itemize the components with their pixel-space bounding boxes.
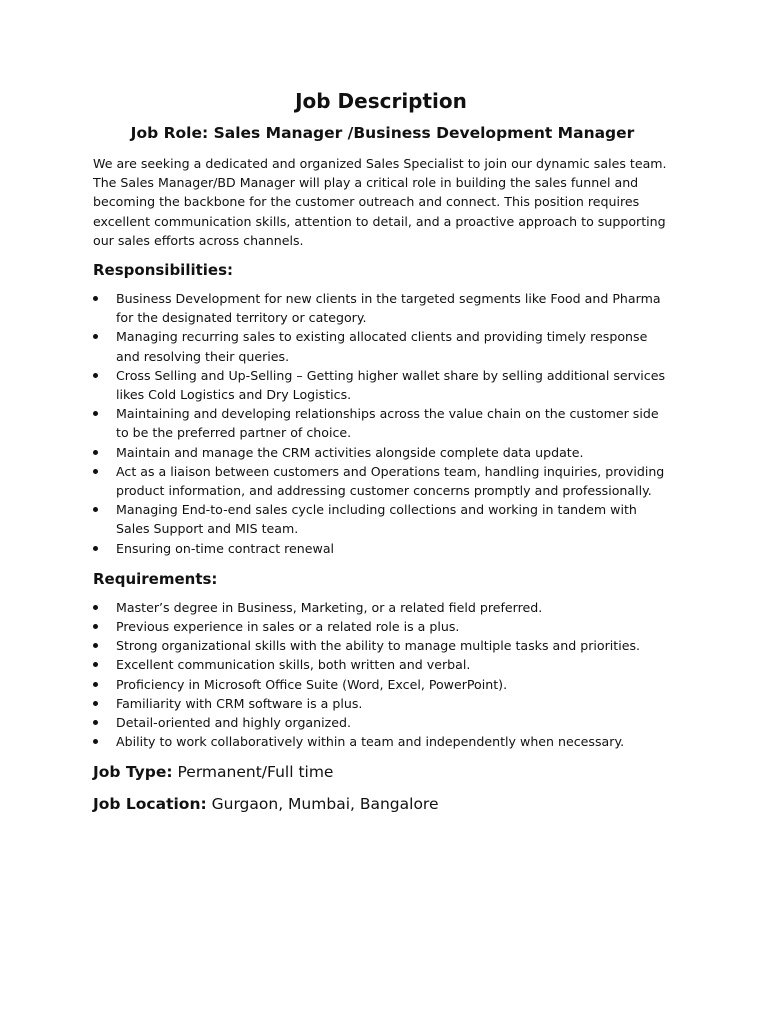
bullet-icon (93, 643, 98, 648)
list-item-text: Detail-oriented and highly organized. (116, 715, 351, 731)
bullet-icon (93, 546, 98, 551)
list-item-text: Maintaining and developing relationships across the value chain on the customer side to be the preferred partner of choice. (116, 406, 659, 441)
bullet-icon (93, 701, 98, 706)
job-type-value: Permanent/Full time (177, 763, 334, 782)
list-item (93, 462, 672, 500)
list-item-text: Maintain and manage the CRM activities alongside complete data update. (116, 444, 584, 460)
bullet-icon (93, 450, 98, 455)
list-item (93, 443, 672, 462)
list-item (93, 500, 672, 538)
document-title: Job Description (295, 89, 467, 113)
list-item (93, 598, 672, 617)
list-item-text: Strong organizational skills with the ability to manage multiple tasks and priorities. (116, 638, 641, 654)
list-item-text: Master’s degree in Business, Marketing, or a related field preferred. (116, 599, 543, 615)
list-item (93, 655, 672, 674)
list-item (93, 327, 672, 365)
bullet-icon (93, 605, 98, 610)
list-item (93, 694, 672, 713)
list-item (93, 617, 672, 636)
list-item-text: Cross Selling and Up-Selling – Getting higher wallet share by selling additional services likes Cold Logistics and Dry Logistics. (116, 367, 666, 403)
list-item-text: Ensuring on-time contract renewal (116, 540, 335, 556)
bullet-icon (93, 624, 98, 629)
list-item-text: Ability to work collaboratively within a team and independently when necessary. (116, 734, 625, 750)
intro-paragraph: We are seeking a dedicated and organized Sales Specialist to join our dynamic sales team. The Sales Manager/BD Manager will play a critical role in building the sales funnel and becoming the backbone for the customer outreach and connect. This position requires excellent communication skills, attention to detail, and a proactive approach to supporting our sales efforts across channels. (93, 156, 667, 248)
list-item (93, 636, 672, 655)
bullet-icon (93, 334, 98, 339)
bullet-icon (93, 739, 98, 744)
bullet-icon (93, 373, 98, 378)
list-item-text: Familiarity with CRM software is a plus. (116, 695, 363, 711)
job-location-value: Gurgaon, Mumbai, Bangalore (211, 795, 439, 814)
list-item (93, 732, 672, 751)
list-item-text: Proficiency in Microsoft Office Suite (Word, Excel, PowerPoint). (116, 676, 508, 692)
list-item (93, 713, 672, 732)
list-item (93, 404, 672, 442)
bullet-icon (93, 411, 98, 416)
list-item-text: Business Development for new clients in the targeted segments like Food and Pharma for the designated territory or category. (116, 291, 661, 326)
requirements-heading: Requirements: (93, 569, 218, 588)
responsibilities-list (93, 289, 672, 558)
bullet-icon (93, 507, 98, 512)
list-item (93, 539, 672, 558)
bullet-icon (93, 469, 98, 474)
list-item (93, 289, 672, 327)
job-type-line (93, 761, 672, 783)
job-location-label: Job Location: (93, 795, 207, 814)
bullet-icon (93, 720, 98, 725)
list-item-text: Excellent communication skills, both written and verbal. (116, 657, 471, 673)
list-item-text: Managing End-to-end sales cycle including collections and working in tandem with Sales Support and MIS team. (116, 502, 637, 537)
job-role-heading: Job Role: Sales Manager /Business Development Manager (130, 124, 635, 142)
list-item (93, 366, 672, 404)
bullet-icon (93, 682, 98, 687)
list-item-text: Previous experience in sales or a related role is a plus. (116, 619, 460, 635)
requirements-list (93, 598, 672, 752)
list-item-text: Act as a liaison between customers and Operations team, handling inquiries, providing product information, and addressing customer concerns promptly and professionally. (116, 463, 665, 499)
list-item-text: Managing recurring sales to existing allocated clients and providing timely response and resolving their queries. (116, 329, 648, 364)
list-item (93, 675, 672, 694)
job-location-line (93, 793, 672, 815)
job-type-label: Job Type: (93, 763, 173, 782)
bullet-icon (93, 296, 98, 301)
bullet-icon (93, 662, 98, 667)
responsibilities-heading: Responsibilities: (93, 261, 234, 280)
